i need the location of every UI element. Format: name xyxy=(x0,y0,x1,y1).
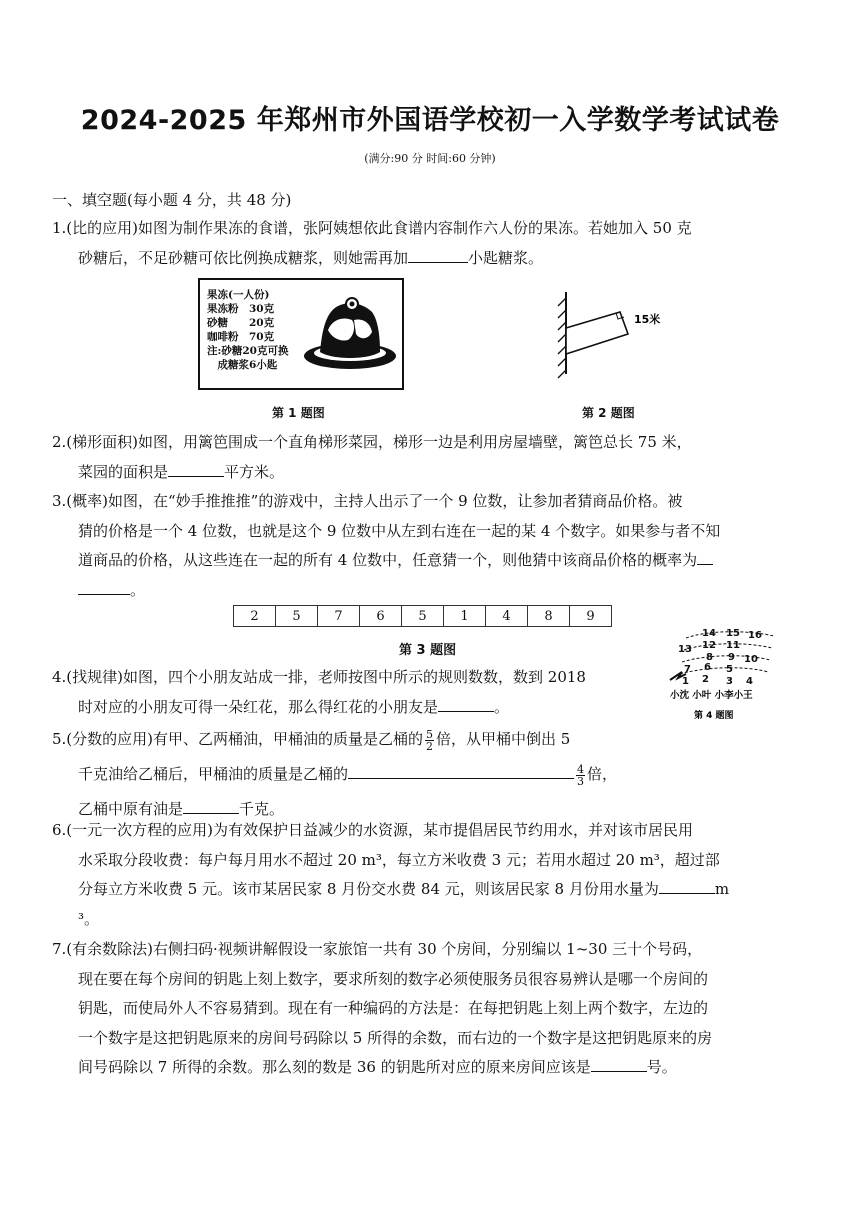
exam-subtitle: (满分:90 分 时间:60 分钟) xyxy=(364,152,496,165)
q3-line4: 。 xyxy=(52,576,812,606)
q5-answer-blank-1[interactable] xyxy=(348,762,574,779)
q2-answer-blank[interactable] xyxy=(168,460,224,477)
q1-answer-blank[interactable] xyxy=(408,246,468,263)
digit-cell: 6 xyxy=(360,606,402,627)
pattern-number: 12 xyxy=(702,640,716,651)
section-heading: 一、填空题(每小题 4 分，共 48 分) xyxy=(52,191,292,209)
q7-line5: 间号码除以 7 所得的余数。那么刻的数是 36 的钥匙所对应的原来房间应该是 号。 xyxy=(52,1053,812,1083)
q6-line3: 分每立方米收费 5 元。该市某居民家 8 月份交水费 84 元，则该居民家 8 月份用水量为 m xyxy=(52,875,812,905)
q5-line3: 乙桶中原有油是 千克。 xyxy=(52,792,812,827)
fraction-4-3: $\frac{4}{3}$ xyxy=(577,762,585,788)
q7-line3: 钥匙，而使局外人不容易猜到。现在有一种编码的方法是：在每把钥匙上刻上两个数字，左边的 xyxy=(78,999,709,1017)
q3-line3: 道商品的价格，从这些连在一起的所有 4 位数中，任意猜一个，则他猜中该商品价格的概率为 xyxy=(52,546,812,576)
question-1 xyxy=(52,214,812,273)
q5-answer-blank-2[interactable] xyxy=(183,797,239,814)
question-2 xyxy=(52,428,812,487)
recipe-line: 砂糖 20克 xyxy=(207,317,275,329)
question-3 xyxy=(52,487,812,605)
q2-line1: 2.(梯形面积)如图，用篱笆围成一个直角梯形菜园，梯形一边是利用房屋墙壁，篱笆总长 75 米， xyxy=(52,433,692,451)
q4-line1: 4.(找规律)如图，四个小朋友站成一排，老师按图中所示的规则数数，数到 2018 xyxy=(52,668,586,686)
q4-line2: 时对应的小朋友可得一朵红花，那么得红花的小朋友是 。 xyxy=(52,693,812,723)
pattern-number: 15 xyxy=(726,628,740,639)
pattern-number: 6 xyxy=(704,662,711,673)
digit-sequence-table xyxy=(233,605,612,627)
q2-line2: 菜园的面积是 平方米。 xyxy=(52,458,812,488)
figure-1-caption: 第 1 题图 xyxy=(272,406,325,420)
figure-2-trapezoid xyxy=(548,290,678,400)
figure-2-caption: 第 2 题图 xyxy=(582,406,635,420)
q1-line1: 1.(比的应用)如图为制作果冻的食谱，张阿姨想依此食谱内容制作六人份的果冻。若她加入 50 克 xyxy=(52,219,692,237)
fig4-children-names: 小沈 小叶 小李小王 xyxy=(670,690,753,701)
question-5 xyxy=(52,722,812,827)
digit-cell: 2 xyxy=(234,606,276,627)
pattern-number: 1 xyxy=(682,676,689,687)
recipe-line: 果冻粉 30克 xyxy=(207,303,275,315)
figure-4-caption: 第 4 题图 xyxy=(694,711,734,721)
pattern-number: 8 xyxy=(706,652,713,663)
q4-answer-blank[interactable] xyxy=(438,695,494,712)
recipe-line: 注:砂糖20克可换 xyxy=(207,345,289,357)
pattern-number: 10 xyxy=(744,654,758,665)
figure-1-recipe xyxy=(198,278,404,390)
digit-cell: 8 xyxy=(528,606,570,627)
digit-cell: 1 xyxy=(444,606,486,627)
jelly-illustration xyxy=(298,290,400,380)
digit-cell: 9 xyxy=(570,606,612,627)
q7-line2: 现在要在每个房间的钥匙上刻上数字，要求所刻的数字必须使服务员很容易辨认是哪一个房间的 xyxy=(78,969,709,988)
q3-answer-blank-cont[interactable] xyxy=(78,578,130,595)
digit-cell: 5 xyxy=(402,606,444,627)
fraction-5-2: $\frac{5}{2}$ xyxy=(426,727,434,753)
digit-cell: 7 xyxy=(318,606,360,627)
pattern-number: 16 xyxy=(748,630,762,641)
question-6 xyxy=(52,816,812,934)
q5-line1: 5.(分数的应用)有甲、乙两桶油，甲桶油的质量是乙桶的 $\frac{5}{2}$ 倍，从甲桶中倒出 5 xyxy=(52,727,571,753)
recipe-line: 成糖浆6小匙 xyxy=(207,359,278,371)
exam-title: 2024-2025 年郑州市外国语学校初一入学数学考试试卷 xyxy=(80,105,780,136)
figure-3-caption: 第 3 题图 xyxy=(399,643,457,658)
question-4 xyxy=(52,663,812,722)
q6-answer-blank[interactable] xyxy=(659,877,715,894)
q7-answer-blank[interactable] xyxy=(591,1055,647,1072)
pattern-number: 7 xyxy=(684,664,691,675)
pattern-number: 5 xyxy=(726,664,733,675)
digit-cell: 4 xyxy=(486,606,528,627)
q6-line4: ³。 xyxy=(78,909,100,928)
recipe-line: 果冻(一人份) xyxy=(207,289,270,301)
q6-line2: 水采取分段收费：每户每月用水不超过 20 m³，每立方米收费 3 元；若用水超过 20 m³，超过部 xyxy=(78,850,720,869)
question-7 xyxy=(52,935,812,1083)
pattern-number: 3 xyxy=(726,676,733,687)
q3-answer-blank[interactable] xyxy=(697,548,713,565)
q5-line2: 千克油给乙桶后，甲桶油的质量是乙桶的 $\frac{4}{3}$ 倍， xyxy=(78,762,618,788)
q1-line2: 砂糖后，不足砂糖可依比例换成糖浆，则她需再加 小匙糖浆。 xyxy=(52,244,812,274)
pattern-number: 11 xyxy=(726,640,740,651)
pattern-number: 14 xyxy=(702,628,716,639)
q7-line4: 一个数字是这把钥匙原来的房间号码除以 5 所得的余数，而右边的一个数字是这把钥匙原来的房 xyxy=(78,1028,713,1047)
q7-line1: 7.(有余数除法)右侧扫码·视频讲解假设一家旅馆一共有 30 个房间，分别编以 1~30 三十个号码， xyxy=(52,940,703,958)
q3-line2: 猜的价格是一个 4 位数，也就是这个 9 位数中从左到右连在一起的某 4 个数字。如果参与者不知 xyxy=(78,521,721,540)
recipe-line: 咖啡粉 70克 xyxy=(207,331,275,343)
q3-line1: 3.(概率)如图，在“妙手推推推”的游戏中，主持人出示了一个 9 位数，让参加者猜商品价格。被 xyxy=(52,492,683,510)
pattern-number: 9 xyxy=(728,652,735,663)
pattern-number: 4 xyxy=(746,676,753,687)
fig2-length-label: 15米 xyxy=(634,313,661,326)
q6-line1: 6.(一元一次方程的应用)为有效保护日益减少的水资源，某市提倡居民节约用水，并对该市居民用 xyxy=(52,821,694,839)
pattern-number: 13 xyxy=(678,644,692,655)
digit-cell: 5 xyxy=(276,606,318,627)
pattern-number: 2 xyxy=(702,674,709,685)
